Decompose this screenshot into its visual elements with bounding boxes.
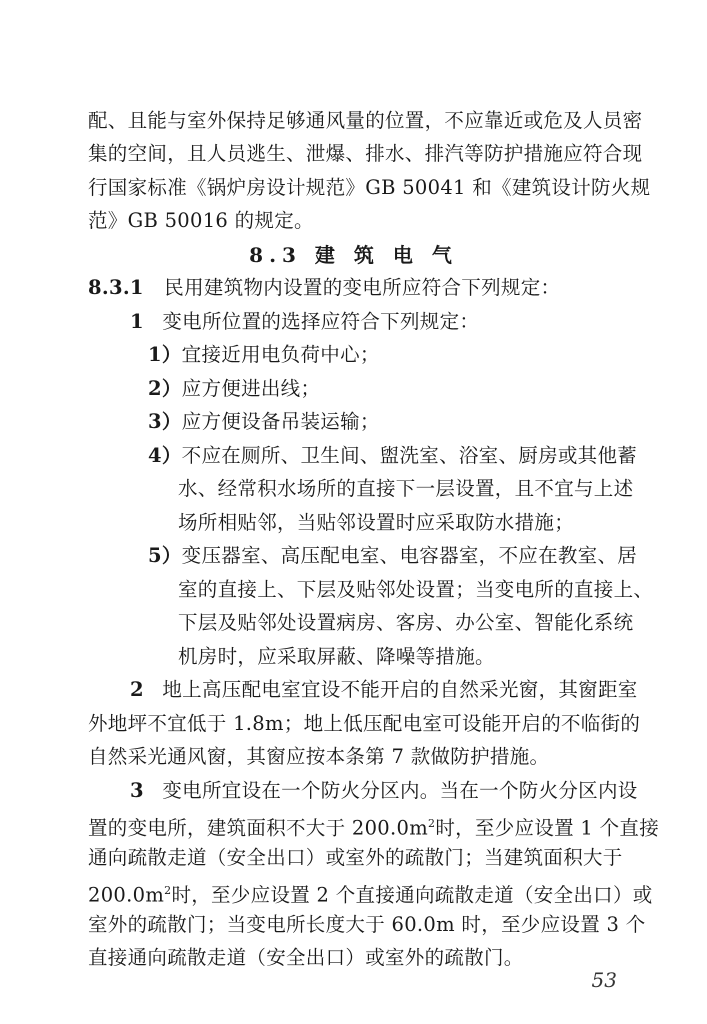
item-text: 置的变电所，建筑面积不大于 200.0m	[88, 816, 429, 840]
clause-line	[88, 273, 618, 303]
subitem-line: 场所相贴邻，当贴邻设置时应采取防水措施；	[178, 511, 575, 534]
superscript: 2	[428, 817, 436, 830]
item-line: 通向疏散走道（安全出口）或室外的疏散门；当建筑面积大于	[88, 846, 623, 869]
clause-number: 8.3.1	[88, 276, 144, 299]
item-text: 变电所宜设在一个防火分区内。当在一个防火分区内设	[162, 779, 638, 802]
subitem-line	[148, 407, 678, 437]
section-title: 8.3 建 筑 电 气	[249, 243, 458, 267]
item-number: 2	[130, 678, 144, 701]
subitem-line: 室的直接上、下层及贴邻处设置；当变电所的直接上、	[178, 578, 654, 601]
item-text: 变电所位置的选择应符合下列规定：	[162, 310, 480, 333]
subitem-number: 1）	[148, 343, 182, 366]
subitem-line: 机房时，应采取屏蔽、降噪等措施。	[178, 645, 495, 668]
paragraph-line: 范》GB 50016 的规定。	[88, 209, 314, 232]
item-text: 200.0m	[88, 883, 165, 907]
item-number: 3	[130, 779, 144, 802]
item-line: 外地坪不宜低于 1.8m；地上低压配电室可设能开启的不临街的	[88, 712, 641, 735]
item-line: 直接通向疏散走道（安全出口）或室外的疏散门。	[88, 946, 524, 969]
item-line	[130, 675, 638, 705]
page-number: 53	[591, 968, 617, 992]
subitem-text: 应方便进出线；	[181, 377, 321, 400]
subitem-text: 不应在厕所、卫生间、盥洗室、浴室、厨房或其他蓄	[181, 444, 638, 467]
subitem-number: 2）	[148, 377, 182, 400]
item-line: 自然采光通风窗，其窗应按本条第 7 款做防护措施。	[88, 745, 550, 768]
clause-text: 民用建筑物内设置的变电所应符合下列规定：	[164, 276, 561, 299]
item-line	[88, 809, 660, 844]
item-text: 时，至少应设置 2 个直接通向疏散走道（安全出口）或	[171, 883, 653, 907]
subitem-text: 宜接近用电负荷中心；	[181, 343, 380, 366]
subitem-number: 3）	[148, 410, 182, 433]
subitem-line: 下层及贴邻处设置病房、客房、办公室、智能化系统	[178, 611, 634, 634]
paragraph-line: 集的空间，且人员逃生、泄爆、排水、排汽等防护措施应符合现	[88, 142, 643, 165]
subitem-line	[148, 340, 678, 370]
item-text: 时，至少应设置 1 个直接	[435, 816, 660, 840]
item-line	[88, 876, 653, 911]
item-text: 地上高压配电室宜设不能开启的自然采光窗，其窗距室	[162, 678, 638, 701]
subitem-text: 变压器室、高压配电室、电容器室，不应在教室、居	[181, 544, 638, 567]
subitem-number: 5）	[148, 544, 182, 567]
subitem-text: 应方便设备吊装运输；	[181, 410, 380, 433]
subitem-line: 水、经常积水场所的直接下一层设置，且不宜与上述	[178, 477, 634, 500]
subitem-line	[148, 541, 638, 571]
superscript: 2	[164, 884, 172, 897]
paragraph-line: 配、且能与室外保持足够通风量的位置，不应靠近或危及人员密	[88, 109, 643, 132]
paragraph-line: 行国家标准《锅炉房设计规范》GB 50041 和《建筑设计防火规	[88, 176, 651, 199]
item-line	[130, 776, 638, 806]
item-line	[130, 307, 660, 337]
subitem-line	[148, 374, 678, 404]
item-line: 室外的疏散门；当变电所长度大于 60.0m 时，至少应设置 3 个	[88, 913, 646, 936]
subitem-number: 4）	[148, 444, 182, 467]
item-number: 1	[130, 310, 144, 333]
subitem-line	[148, 441, 638, 471]
